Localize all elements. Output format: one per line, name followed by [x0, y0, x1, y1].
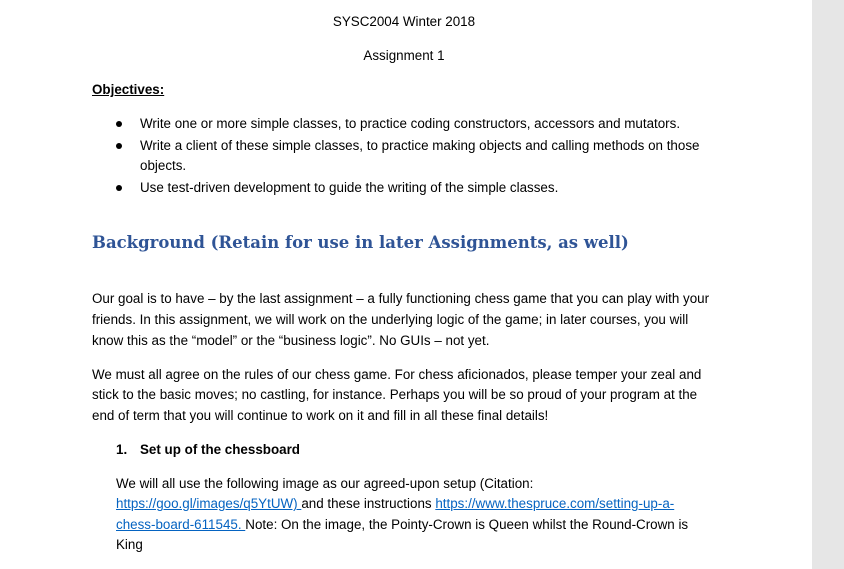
paragraph-line: We must all agree on the rules of our chess game. For chess aficionados, please temper your zeal and: [92, 367, 702, 382]
paragraph-line: know this as the “model” or the “business logic”. No GUIs – not yet.: [92, 333, 490, 348]
course-header: SYSC2004 Winter 2018: [332, 14, 476, 29]
citation-link[interactable]: https://goo.gl/images/q5YtUW): [116, 496, 302, 511]
bullet-icon: [116, 185, 122, 191]
paragraph-line: end of term that you will continue to work on it and fill in all these final details!: [92, 408, 549, 423]
objectives-title: Objectives:: [92, 82, 165, 97]
bullet-icon: [116, 143, 122, 149]
paragraph-line: stick to the basic moves; no castling, for instance. Perhaps you will be so proud of your program at the: [92, 387, 698, 402]
section-paragraph-line: King: [116, 537, 143, 552]
section-paragraph-line: [116, 515, 688, 535]
instructions-link-continued[interactable]: chess-board-611545.: [116, 517, 246, 532]
background-heading: Background (Retain for use in later Assignments, as well): [92, 233, 629, 252]
section-paragraph-line: [116, 494, 674, 514]
link-connector-text: and these instructions: [301, 496, 436, 511]
paragraph-line: Our goal is to have – by the last assignment – a fully functioning chess game that you can play with your: [92, 291, 710, 306]
note-text: Note: On the image, the Pointy-Crown is Queen whilst the Round-Crown is: [245, 517, 689, 532]
document-margin-area: [812, 0, 844, 569]
section-title: Set up of the chessboard: [140, 442, 300, 457]
objective-item: Write a client of these simple classes, to practice making objects and calling methods on those: [140, 138, 700, 153]
section-number: 1.: [116, 442, 128, 457]
paragraph-line: friends. In this assignment, we will work on the underlying logic of the game; in later courses, you will: [92, 312, 689, 327]
bullet-icon: [116, 121, 122, 127]
assignment-title: Assignment 1: [363, 48, 445, 63]
objective-item: Use test-driven development to guide the writing of the simple classes.: [140, 180, 559, 195]
instructions-link[interactable]: https://www.thespruce.com/setting-up-a-: [435, 496, 675, 511]
section-paragraph-line: We will all use the following image as our agreed-upon setup (Citation:: [116, 476, 534, 491]
objective-item: Write one or more simple classes, to practice coding constructors, accessors and mutators.: [140, 116, 681, 131]
objective-item-continued: objects.: [140, 158, 187, 173]
